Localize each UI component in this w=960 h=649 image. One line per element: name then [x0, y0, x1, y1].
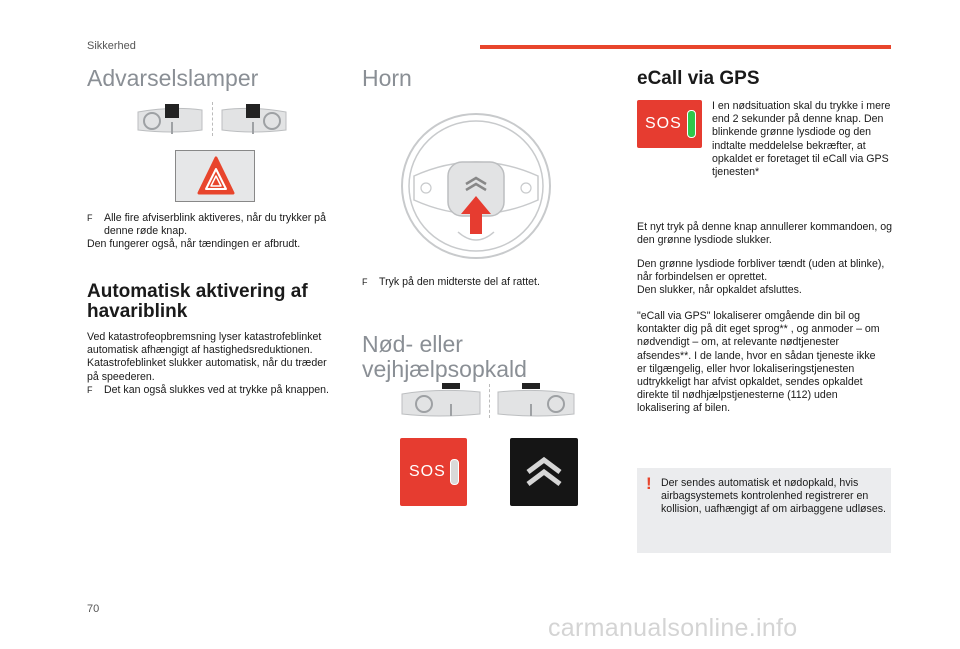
sos-button-large — [400, 438, 467, 506]
bullet-marker: F — [87, 213, 93, 223]
auto-activation-text — [87, 331, 337, 397]
sos-button — [637, 100, 702, 148]
horn-bullet — [362, 276, 592, 289]
hazard-note: Den fungerer også, når tændingen er afbrudt. — [87, 238, 301, 251]
auto-bullet — [87, 384, 337, 397]
steering-wheel-illustration — [396, 108, 556, 264]
emergency-call-title — [362, 332, 592, 382]
led-on-text: Den grønne lysdiode forbliver tændt (uden at blinke), når forbindelsen er oprettet. — [637, 258, 885, 284]
hazard-triangle-icon — [176, 151, 256, 203]
bullet-marker: F — [87, 384, 93, 395]
horn-title: Horn — [362, 65, 412, 91]
hazard-bullet-text: Alle fire afviserblink aktiveres, når du trykker på denne røde knap. — [104, 212, 326, 238]
hazard-lights-title: Advarselslamper — [87, 65, 259, 91]
emergency-title-line-1: Nød- eller — [362, 331, 463, 357]
section-accent-bar — [480, 45, 891, 49]
bullet-marker: F — [362, 277, 368, 287]
airbag-warning-note — [637, 468, 891, 553]
hazard-button-panel — [175, 150, 255, 202]
page-number: 70 — [87, 603, 100, 615]
green-led-indicator — [687, 110, 696, 138]
horn-bullet-text: Tryk på den midterste del af rattet. — [379, 276, 540, 288]
ceiling-console-illustration — [398, 380, 578, 422]
section-label: Sikkerhed — [87, 40, 136, 52]
sos-instructions: I en nødsituation skal du trykke i mere end 2 sekunder på denne knap. Den blinkende grønne lysdiode og den indtalte meddelelse bekræfter, at opkaldet er foretaget til eCall via GPS tjenesten* — [712, 100, 891, 179]
ecall-location-text: "eCall via GPS" lokaliserer omgående din bil og kontakter dig på dit eget sprog** , og anmoder – om nødvendigt – om, at relevante nødtjenester afsendes**. I de lande, hvor en sådan tjeneste ikke er tilgængelig, eller hvor lokaliseringstjenesten udtrykkeligt har afvist opkaldet, sendes opkaldet direkte til nødhjælpstjenesterne (112) uden lokalisering af bilen. — [637, 310, 880, 415]
steering-wheel-icon — [396, 108, 556, 264]
hazard-description — [87, 212, 342, 252]
led-off-text: Den slukker, når opkaldet afsluttes. — [637, 284, 802, 297]
watermark: carmanualsonline.info — [548, 614, 798, 642]
assistance-button — [510, 438, 578, 506]
led-indicator — [450, 459, 459, 485]
ecall-title: eCall via GPS — [637, 68, 760, 89]
ecall-cancel-text: Et nyt tryk på denne knap annullerer kommandoen, og den grønne lysdiode slukker. — [637, 221, 892, 247]
horn-description — [362, 276, 592, 289]
sos-label: SOS — [645, 115, 682, 132]
ecall-led-text — [637, 258, 893, 298]
ceiling-console-icon — [398, 380, 578, 422]
auto-text-2: Katastrofeblinket slukker automatisk, når du træder på speederen. — [87, 357, 327, 383]
citroen-chevrons-icon — [510, 438, 578, 506]
auto-text-1: Ved katastrofeopbremsning lyser katastrofeblinket automatisk afhængigt af hastighedsreduktionen. — [87, 331, 322, 357]
emergency-title-line-2: vejhjælpsopkald — [362, 356, 527, 382]
airbag-note-text: Der sendes automatisk et nødopkald, hvis airbagsystemets kontrolenhed registrerer en kollision, uafhængigt af om airbaggene udløses. — [661, 477, 886, 516]
auto-bullet-text: Det kan også slukkes ved at trykke på knappen. — [104, 383, 329, 396]
auto-activation-title: Automatisk aktivering af havariblink — [87, 281, 308, 322]
sos-label: SOS — [409, 463, 446, 480]
hazard-bullet — [87, 212, 342, 238]
warning-icon: ! — [646, 474, 652, 493]
illustration-divider — [489, 384, 490, 418]
illustration-divider — [212, 102, 213, 136]
